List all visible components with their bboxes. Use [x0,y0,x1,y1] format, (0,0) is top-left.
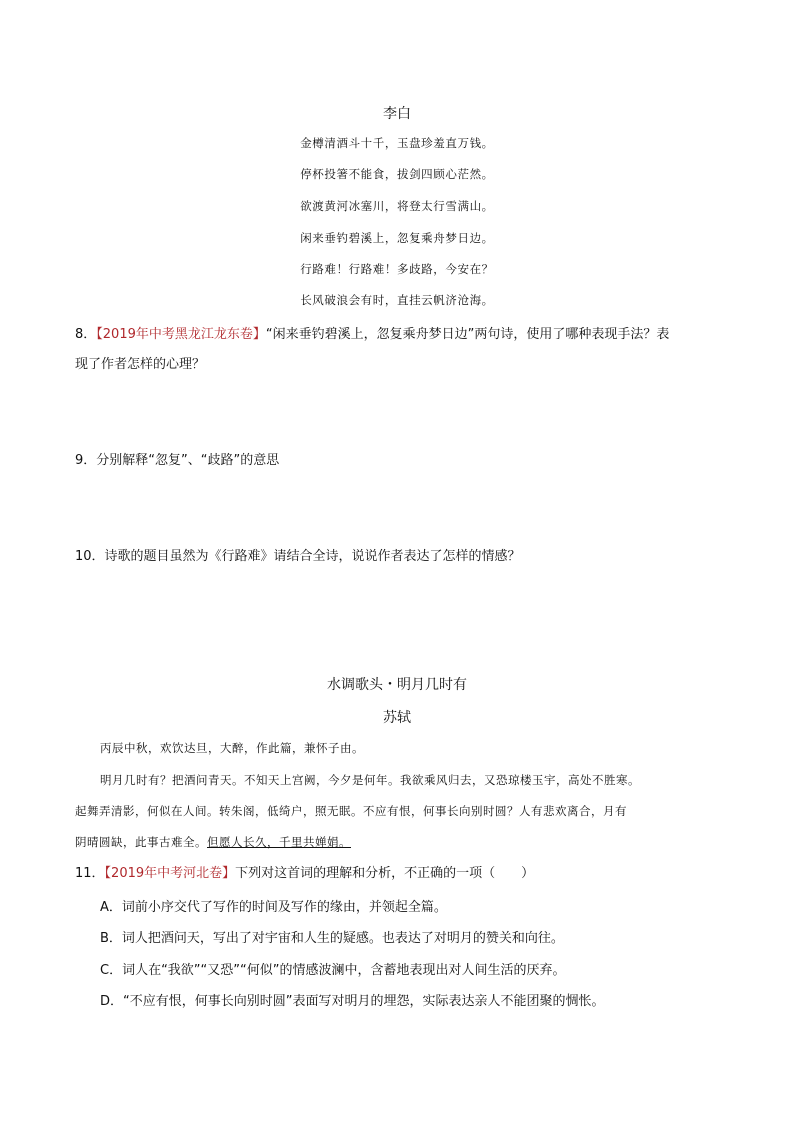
option-a: A．词前小序交代了写作的时间及写作的缘由，并领起全篇。 [100,900,447,915]
question-10: 10．诗歌的题目虽然为《行路难》请结合全诗，说说作者表达了怎样的情感？ [75,549,521,564]
exam-source: 【2019年中考黑龙江龙东卷】 [96,327,266,342]
question-text: 下列对这首词的理解和分析，不正确的一项（ ） [235,866,535,881]
poem-line: 闲来垂钓碧溪上，忽复乘舟梦日边。 [300,231,494,245]
poem-line: 长风破浪会有时，直挂云帆济沧海。 [300,293,494,307]
poem-author: 苏轼 [383,710,411,726]
poem-line: 行路难！行路难！多歧路，今安在？ [300,262,494,276]
poem-line: 欲渡黄河冰塞川，将登太行雪满山。 [300,199,494,213]
poem-body-line: 起舞弄清影，何似在人间。转朱阁，低绮户，照无眠。不应有恨，何事长向别时圆？人有悲欢离合，月有 [75,804,627,818]
poem-preface: 丙辰中秋，欢饮达旦，大醉，作此篇，兼怀子由。 [100,741,364,755]
poem-title: 水调歌头・明月几时有 [327,677,467,693]
question-text: “闲来垂钓碧溪上，忽复乘舟梦日边”两句诗，使用了哪种表现手法？表 [265,327,670,342]
option-c: C．词人在“我欲”“又恐”“何似”的情感波澜中，含蓄地表现出对人间生活的厌弃。 [100,963,566,978]
question-8-cont: 现了作者怎样的心理？ [75,357,206,372]
question-number: 8． [75,327,97,342]
poem-line: 金樽清酒斗十千，玉盘珍羞直万钱。 [300,136,494,150]
option-d: D．“不应有恨，何事长向别时圆”表面写对明月的埋怨，实际表达亲人不能团聚的惆怅。 [100,994,605,1009]
poem-line: 停杯投箸不能食，拔剑四顾心茫然。 [300,167,494,181]
question-number: 11． [75,866,105,881]
poem-body-text: 阴晴圆缺，此事古难全。 [75,835,207,849]
question-9: 9．分别解释“忽复”、“歧路”的意思 [75,453,280,468]
poem-body-line: 明月几时有？把酒问青天。不知天上宫阙，今夕是何年。我欲乘风归去，又恐琼楼玉宇，高处不胜寒。 [100,773,640,787]
underlined-text: 但愿人长久，千里共婵娟。 [207,835,351,849]
exam-source: 【2019年中考河北卷】 [104,866,236,881]
option-b: B．词人把酒问天，写出了对宇宙和人生的疑感。也表达了对明月的赞关和向往。 [100,931,564,946]
question-8 [75,325,725,345]
question-11 [75,864,725,884]
poem-author: 李白 [383,106,411,122]
poem-body-line [75,834,351,850]
